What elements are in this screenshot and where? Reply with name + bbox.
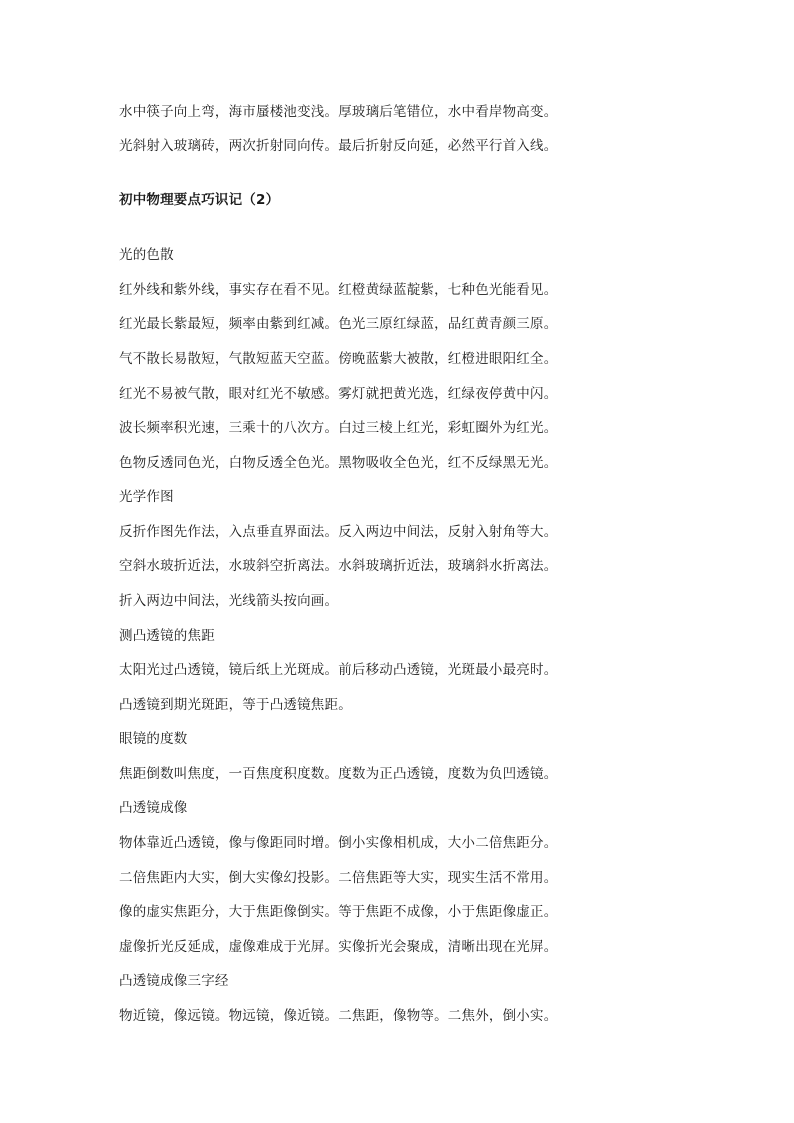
intro-line: 光斜射入玻璃砖，两次折射同向传。最后折射反向延，必然平行首入线。 — [119, 138, 558, 154]
text-line: 凸透镜到期光斑距，等于凸透镜焦距。 — [119, 697, 352, 713]
section-heading: 光的色散 — [119, 247, 174, 263]
text-line: 红外线和紫外线，事实存在看不见。红橙黄绿蓝靛紫，七种色光能看见。 — [119, 282, 558, 298]
section-heading: 光学作图 — [119, 489, 174, 505]
text-line: 物体靠近凸透镜，像与像距同时增。倒小实像相机成，大小二倍焦距分。 — [119, 835, 558, 851]
intro-line: 水中筷子向上弯，海市蜃楼池变浅。厚玻璃后笔错位，水中看岸物高变。 — [119, 104, 558, 120]
text-line: 折入两边中间法，光线箭头按向画。 — [119, 593, 339, 609]
text-line: 物近镜，像远镜。物远镜，像近镜。二焦距，像物等。二焦外，倒小实。 — [119, 1008, 558, 1024]
document-title: 初中物理要点巧识记（2） — [119, 192, 280, 208]
text-line: 反折作图先作法，入点垂直界面法。反入两边中间法，反射入射角等大。 — [119, 524, 558, 540]
section-heading: 眼镜的度数 — [119, 731, 188, 747]
text-line: 色物反透同色光，白物反透全色光。黑物吸收全色光，红不反绿黑无光。 — [119, 455, 558, 471]
section-heading: 测凸透镜的焦距 — [119, 628, 215, 644]
text-line: 二倍焦距内大实，倒大实像幻投影。二倍焦距等大实，现实生活不常用。 — [119, 870, 558, 886]
text-line: 空斜水玻折近法，水玻斜空折离法。水斜玻璃折近法，玻璃斜水折离法。 — [119, 558, 558, 574]
text-line: 红光不易被气散，眼对红光不敏感。雾灯就把黄光选，红绿夜停黄中闪。 — [119, 386, 558, 402]
text-line: 焦距倒数叫焦度，一百焦度积度数。度数为正凸透镜，度数为负凹透镜。 — [119, 766, 558, 782]
text-line: 虚像折光反延成，虚像难成于光屏。实像折光会聚成，清晰出现在光屏。 — [119, 939, 558, 955]
text-line: 太阳光过凸透镜，镜后纸上光斑成。前后移动凸透镜，光斑最小最亮时。 — [119, 662, 558, 678]
text-line: 红光最长紫最短，频率由紫到红减。色光三原红绿蓝，品红黄青颜三原。 — [119, 316, 558, 332]
text-line: 气不散长易散短，气散短蓝天空蓝。傍晚蓝紫大被散，红橙进眼阳红全。 — [119, 351, 558, 367]
section-heading: 凸透镜成像 — [119, 800, 188, 816]
text-line: 波长频率积光速，三乘十的八次方。白过三棱上红光，彩虹圈外为红光。 — [119, 420, 558, 436]
text-line: 像的虚实焦距分，大于焦距像倒实。等于焦距不成像，小于焦距像虚正。 — [119, 904, 558, 920]
section-heading: 凸透镜成像三字经 — [119, 973, 229, 989]
